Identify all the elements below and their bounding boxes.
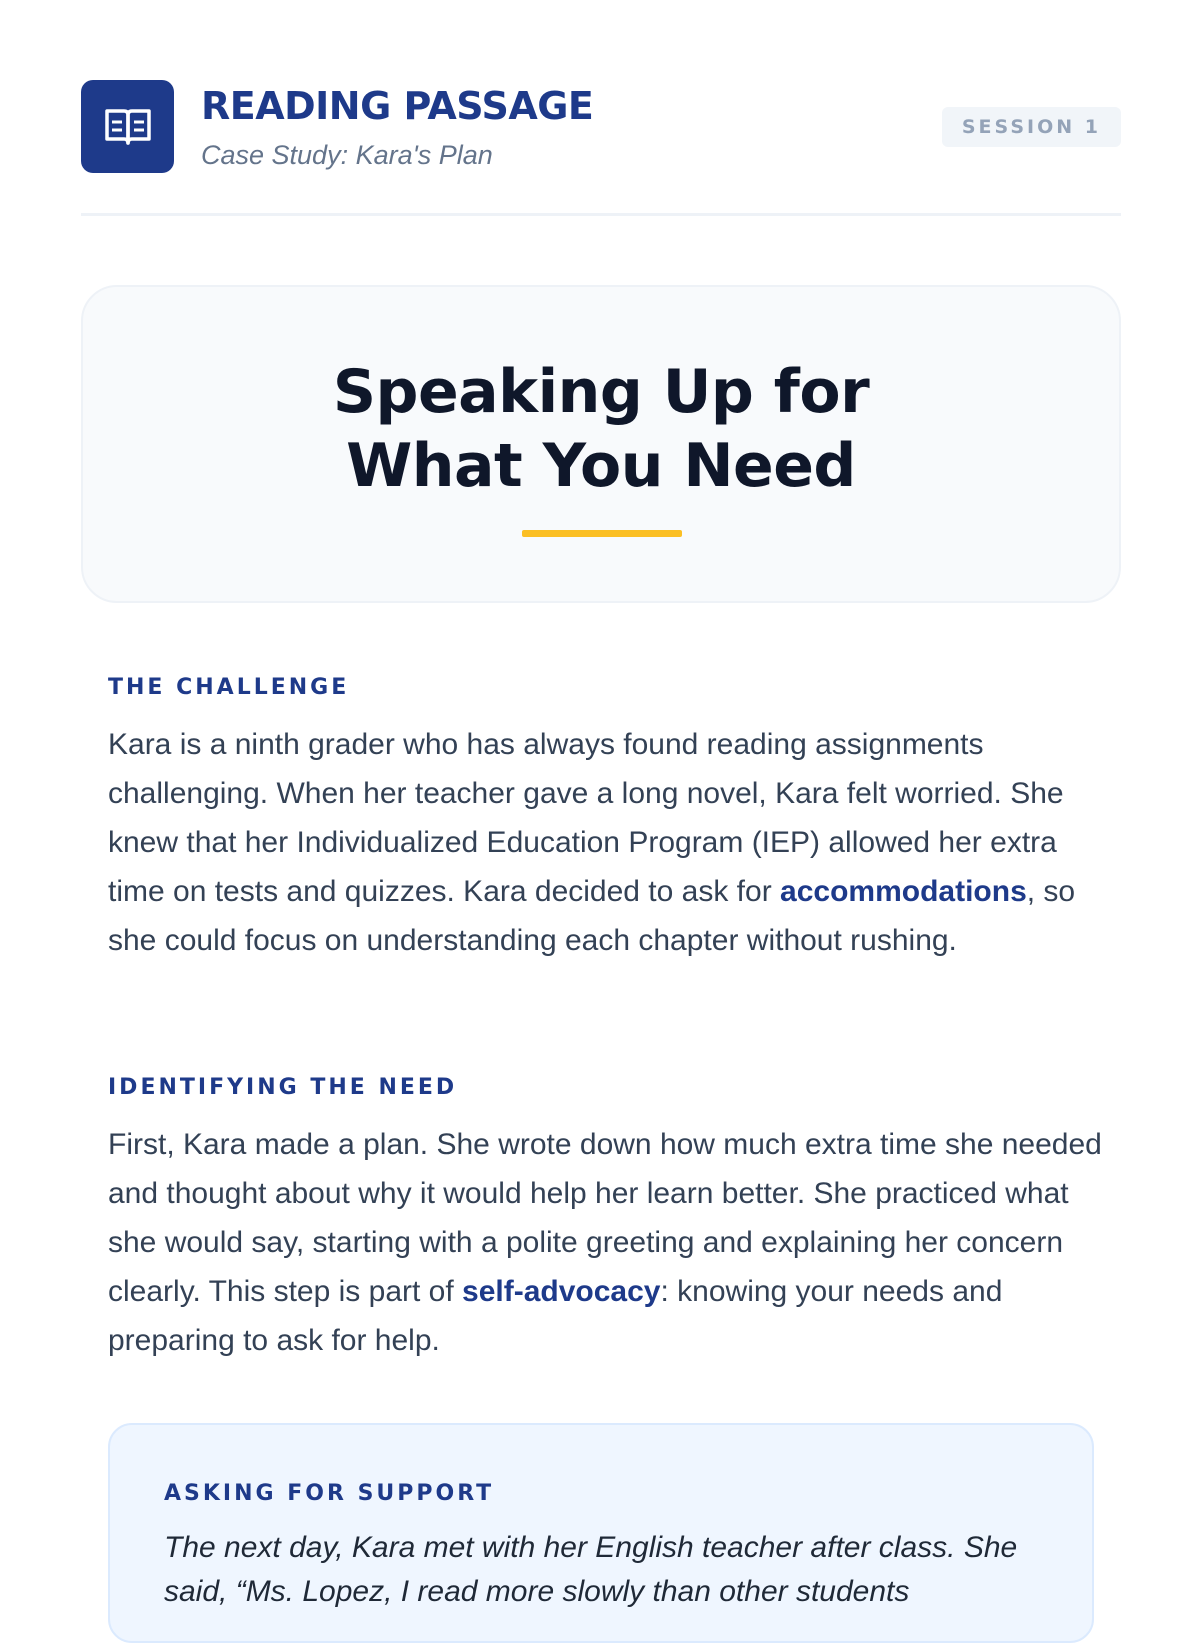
- key-term-self-advocacy: self-advocacy: [462, 1275, 661, 1308]
- paragraph-text: First, Kara made a plan. She wrote down how much extra time she needed and thought about why it would help her learn better. She practiced what she would say, starting with a polite greeting and explaining her concern clearly. This step is part of: [108, 1128, 1102, 1308]
- callout-text: The next day, Kara met with her English teacher after class. She said, “Ms. Lopez, I read more slowly than other students: [164, 1531, 1018, 1608]
- section-heading: IDENTIFYING THE NEED: [108, 1075, 458, 1100]
- title-line-1: Speaking Up for: [332, 357, 870, 427]
- section-identifying-need: [108, 1075, 1108, 1365]
- title-line-2: What You Need: [346, 431, 856, 501]
- callout-asking-support: [108, 1423, 1094, 1643]
- section-paragraph: [108, 720, 1108, 965]
- paragraph-text: , so she could focus on understanding each chapter without rushing.: [108, 875, 1076, 957]
- logo: [81, 80, 174, 173]
- page-title: [83, 355, 1119, 503]
- header-title: READING PASSAGE: [201, 84, 594, 128]
- header-subtitle: Case Study: Kara's Plan: [201, 140, 493, 170]
- title-card: [81, 285, 1121, 603]
- paragraph-text: : knowing your needs and preparing to ask for help.: [108, 1275, 1003, 1357]
- section-heading: THE CHALLENGE: [108, 675, 350, 700]
- section-paragraph: [108, 1120, 1108, 1365]
- paragraph-text: Kara is a ninth grader who has always found reading assignments challenging. When her teacher gave a long novel, Kara felt worried. She knew that her Individualized Education Program (IEP) allowed her extra time on tests and quizzes. Kara decided to ask for: [108, 728, 1064, 908]
- section-challenge: [108, 675, 1108, 965]
- callout-heading: ASKING FOR SUPPORT: [164, 1481, 495, 1506]
- page-header: [81, 80, 1121, 216]
- title-underline: [522, 530, 682, 537]
- key-term-accommodations: accommodations: [780, 875, 1027, 908]
- open-book-icon: [102, 103, 154, 151]
- session-badge: SESSION 1: [942, 107, 1121, 147]
